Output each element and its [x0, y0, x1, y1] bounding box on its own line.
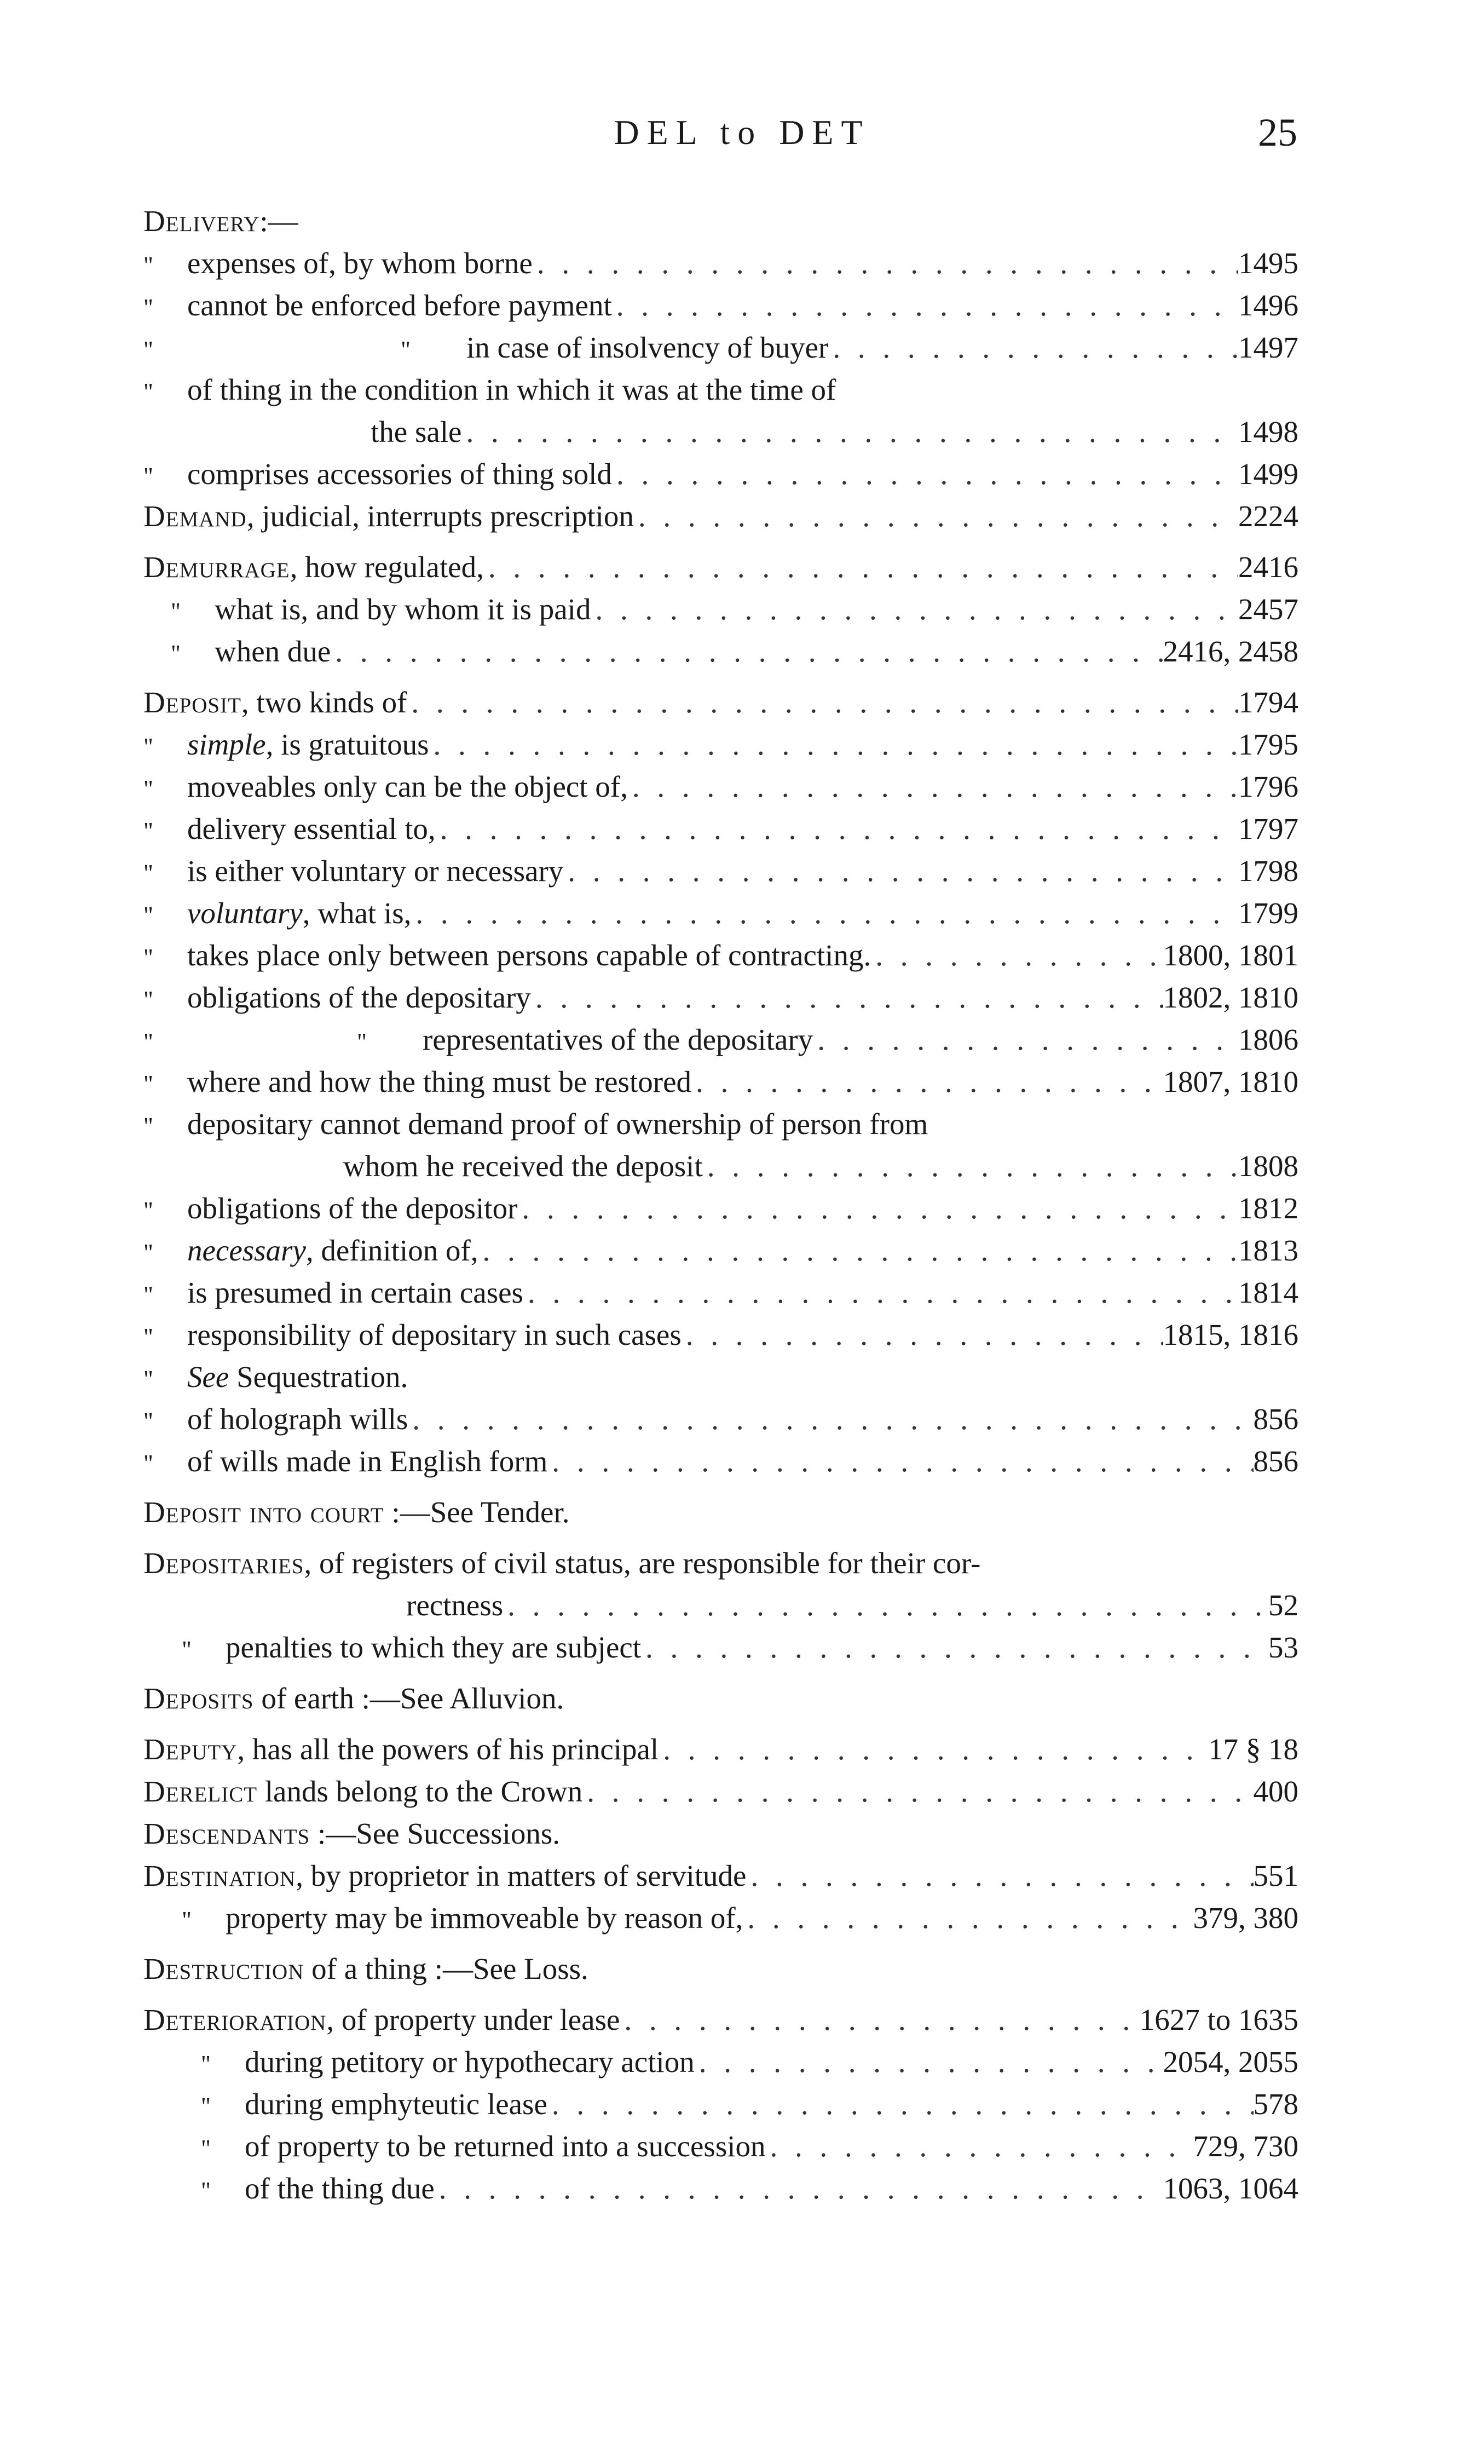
article-reference: 2416, 2458: [1163, 635, 1298, 668]
index-entry: [143, 200, 1298, 242]
ditto-mark: ": [143, 902, 153, 929]
index-entry: [143, 495, 1298, 537]
entry-heading: Demand: [143, 499, 247, 533]
page-header: [0, 107, 1484, 167]
index-entry: [143, 2167, 1298, 2209]
dot-leader: [591, 588, 1238, 630]
entry-heading: Deterioration: [143, 2003, 327, 2036]
index-entry: [143, 2041, 1298, 2083]
dot-leader: [695, 2041, 1163, 2083]
ditto-mark: ": [143, 860, 153, 886]
inner-ditto-mark: ": [401, 336, 411, 363]
ditto-mark: ": [143, 378, 153, 405]
index-entry: [143, 1677, 1298, 1719]
ditto-mark: ": [143, 986, 153, 1013]
index-entry: [143, 1018, 1298, 1061]
entry-text: of wills made in English form: [187, 1444, 548, 1478]
entry-text: , definition of,: [305, 1234, 478, 1267]
index-entry: [143, 453, 1298, 495]
dot-leader: [407, 681, 1238, 723]
article-reference: 17 § 18: [1208, 1732, 1298, 1766]
entry-text: obligations of the depositor: [187, 1191, 518, 1225]
running-title: DEL to DET: [614, 113, 870, 152]
index-entry: [143, 1145, 1298, 1187]
dot-leader: [641, 1626, 1268, 1668]
index-entry: [143, 1229, 1298, 1271]
ditto-mark: ": [171, 640, 181, 667]
ditto-mark: ": [182, 1636, 192, 1663]
ditto-mark: ": [201, 2135, 211, 2162]
dot-leader: [582, 1770, 1253, 1812]
dot-leader: [408, 1398, 1253, 1440]
entry-heading: Destruction: [143, 1952, 304, 1985]
ditto-mark: ": [143, 1197, 153, 1224]
article-reference: 1063, 1064: [1163, 2172, 1298, 2205]
index-entry: [143, 546, 1298, 588]
ditto-mark: ": [143, 1366, 153, 1392]
entry-heading: Deposit: [143, 686, 241, 719]
entry-text: , what is,: [302, 896, 412, 930]
ditto-mark: ": [182, 1907, 192, 1933]
entry-text: :—: [259, 204, 298, 238]
article-reference: 1798: [1238, 854, 1298, 888]
index-entry: [143, 850, 1298, 892]
dot-leader: [484, 546, 1238, 588]
article-reference: 1814: [1238, 1276, 1298, 1309]
entry-italic-term: See: [187, 1360, 229, 1394]
index-entry: [143, 326, 1298, 369]
dot-leader: [612, 453, 1238, 495]
index-entry: [143, 1271, 1298, 1314]
entry-text: representatives of the depositary: [423, 1023, 813, 1056]
ditto-mark: ": [201, 2177, 211, 2204]
entry-text: the sale: [371, 415, 462, 448]
dot-leader: [531, 976, 1163, 1018]
entry-heading: Delivery: [143, 204, 260, 238]
entry-heading: Deposits: [143, 1682, 254, 1715]
article-reference: 551: [1253, 1859, 1298, 1892]
entry-heading: Depositaries: [143, 1546, 304, 1580]
dot-leader: [533, 242, 1238, 284]
entry-text: lands belong to the Crown: [257, 1775, 583, 1808]
article-reference: 729, 730: [1193, 2129, 1298, 2163]
entry-text: when due: [215, 635, 331, 668]
dot-leader: [743, 1897, 1193, 1939]
index-entry: [143, 630, 1298, 672]
dot-leader: [703, 1145, 1238, 1187]
index-entries: [143, 200, 1298, 2209]
entry-text: rectness: [406, 1588, 504, 1622]
article-reference: 52: [1268, 1588, 1298, 1622]
entry-text: what is, and by whom it is paid: [215, 592, 591, 626]
ditto-mark: ": [143, 818, 153, 844]
dot-leader: [429, 723, 1238, 765]
article-reference: 1813: [1238, 1234, 1298, 1267]
index-entry: [143, 892, 1298, 934]
dot-leader: [331, 630, 1163, 672]
article-reference: 1800, 1801: [1163, 939, 1298, 972]
entry-heading: Descendants: [143, 1817, 310, 1850]
index-entry: [143, 1491, 1298, 1533]
index-entry: [143, 1542, 1298, 1584]
ditto-mark: ": [143, 1450, 153, 1477]
dot-leader: [766, 2125, 1193, 2167]
article-reference: 1806: [1238, 1023, 1298, 1056]
entry-text: of property to be returned into a succession: [245, 2129, 766, 2163]
article-reference: 2457: [1238, 592, 1298, 626]
article-reference: 53: [1268, 1631, 1298, 1664]
article-reference: 2224: [1238, 499, 1298, 533]
entry-heading: Deposit into court: [143, 1495, 384, 1529]
article-reference: 379, 380: [1193, 1901, 1298, 1935]
ditto-mark: ": [201, 2051, 211, 2077]
index-entry: [143, 976, 1298, 1018]
index-entry: [143, 1440, 1298, 1482]
index-entry: [143, 1626, 1298, 1668]
index-entry: [143, 284, 1298, 326]
entry-text: takes place only between persons capable of contracting.: [187, 939, 871, 972]
entry-text: Sequestration.: [229, 1360, 408, 1394]
entry-text: in case of insolvency of buyer: [466, 331, 829, 364]
entry-text: where and how the thing must be restored: [187, 1065, 692, 1098]
dot-leader: [503, 1584, 1268, 1626]
dot-leader: [411, 892, 1238, 934]
entry-text: :—See Tender.: [384, 1495, 570, 1529]
index-entry: [143, 1103, 1298, 1145]
article-reference: 1802, 1810: [1163, 981, 1298, 1014]
dot-leader: [478, 1229, 1238, 1271]
ditto-mark: ": [143, 1070, 153, 1097]
entry-italic-term: simple: [187, 728, 266, 761]
index-entry: [143, 1948, 1298, 1990]
dot-leader: [682, 1314, 1163, 1356]
ditto-mark: ": [143, 944, 153, 971]
entry-text: depositary cannot demand proof of ownership of person from: [187, 1107, 928, 1141]
entry-text: whom he received the deposit: [343, 1149, 703, 1183]
entry-text: , has all the powers of his principal: [237, 1732, 659, 1766]
index-entry: [143, 1999, 1298, 2041]
index-entry: [143, 681, 1298, 723]
article-reference: 1498: [1238, 415, 1298, 448]
ditto-mark: ": [171, 598, 181, 625]
dot-leader: [523, 1271, 1238, 1314]
article-reference: 856: [1253, 1402, 1298, 1436]
article-reference: 2416: [1238, 550, 1298, 584]
article-reference: 1627 to 1635: [1139, 2003, 1298, 2036]
ditto-mark: ": [143, 1239, 153, 1266]
dot-leader: [461, 411, 1238, 453]
index-entry: [143, 1314, 1298, 1356]
index-entry: [143, 1897, 1298, 1939]
ditto-mark: ": [143, 294, 153, 321]
article-reference: 1794: [1238, 686, 1298, 719]
entry-text: penalties to which they are subject: [226, 1631, 642, 1664]
article-reference: 400: [1253, 1775, 1298, 1808]
ditto-mark: ": [143, 336, 153, 363]
entry-italic-term: voluntary: [187, 896, 303, 930]
dot-leader: [813, 1018, 1238, 1061]
entry-text: obligations of the depositary: [187, 981, 531, 1014]
dot-leader: [691, 1061, 1163, 1103]
dot-leader: [547, 2083, 1254, 2125]
entry-text: moveables only can be the object of,: [187, 770, 628, 803]
entry-text: :—See Successions.: [310, 1817, 561, 1850]
index-entry: [143, 1584, 1298, 1626]
dot-leader: [620, 1999, 1139, 2041]
inner-ditto-mark: ": [357, 1028, 367, 1055]
dot-leader: [435, 2167, 1163, 2209]
article-reference: 1795: [1238, 728, 1298, 761]
index-entry: [143, 1855, 1298, 1897]
dot-leader: [659, 1728, 1208, 1770]
ditto-mark: ": [143, 1028, 153, 1055]
article-reference: 1495: [1238, 246, 1298, 280]
index-entry: [143, 588, 1298, 630]
entry-text: , is gratuitous: [265, 728, 429, 761]
index-entry: [143, 2083, 1298, 2125]
article-reference: 2054, 2055: [1163, 2045, 1298, 2079]
entry-text: , of property under lease: [326, 2003, 620, 2036]
index-entry: [143, 1770, 1298, 1812]
entry-text: , two kinds of: [241, 686, 407, 719]
index-entry: [143, 934, 1298, 976]
ditto-mark: ": [143, 733, 153, 760]
index-entry: [143, 1398, 1298, 1440]
entry-text: during petitory or hypothecary action: [245, 2045, 695, 2079]
dot-leader: [612, 284, 1238, 326]
article-reference: 1815, 1816: [1163, 1318, 1298, 1351]
article-reference: 1796: [1238, 770, 1298, 803]
entry-text: is either voluntary or necessary: [187, 854, 564, 888]
entry-text: responsibility of depositary in such cases: [187, 1318, 682, 1351]
entry-heading: Derelict: [143, 1775, 258, 1808]
dot-leader: [746, 1855, 1253, 1897]
entry-text: , by proprietor in matters of servitude: [296, 1859, 747, 1892]
article-reference: 1497: [1238, 331, 1298, 364]
article-reference: 1807, 1810: [1163, 1065, 1298, 1098]
entry-text: property may be immoveable by reason of,: [226, 1901, 743, 1935]
dot-leader: [563, 850, 1238, 892]
index-entry: [143, 765, 1298, 808]
entry-heading: Deputy: [143, 1732, 238, 1766]
entry-text: of earth :—See Alluvion.: [253, 1682, 564, 1715]
article-reference: 1812: [1238, 1191, 1298, 1225]
dot-leader: [547, 1440, 1253, 1482]
index-entry: [143, 1061, 1298, 1103]
entry-heading: Demurrage: [143, 550, 290, 584]
index-entry: [143, 1728, 1298, 1770]
entry-text: , judicial, interrupts prescription: [246, 499, 634, 533]
dot-leader: [871, 934, 1163, 976]
ditto-mark: ": [143, 1281, 153, 1308]
article-reference: 856: [1253, 1444, 1298, 1478]
page-number: 25: [1258, 111, 1297, 154]
index-entry: [143, 1812, 1298, 1855]
entry-text: is presumed in certain cases: [187, 1276, 523, 1309]
index-entry: [143, 808, 1298, 850]
index-entry: [143, 1187, 1298, 1229]
entry-text: comprises accessories of thing sold: [187, 457, 612, 491]
dot-leader: [628, 765, 1238, 808]
index-entry: [143, 723, 1298, 765]
ditto-mark: ": [143, 1323, 153, 1350]
entry-text: of the thing due: [245, 2172, 435, 2205]
ditto-mark: ": [143, 1113, 153, 1139]
entry-text: delivery essential to,: [187, 812, 436, 845]
entry-heading: Destination: [143, 1859, 296, 1892]
article-reference: 1797: [1238, 812, 1298, 845]
article-reference: 1799: [1238, 896, 1298, 930]
entry-text: during emphyteutic lease: [245, 2087, 547, 2121]
ditto-mark: ": [143, 252, 153, 279]
ditto-mark: ": [201, 2093, 211, 2120]
dot-leader: [828, 326, 1238, 369]
ditto-mark: ": [143, 775, 153, 802]
entry-text: of holograph wills: [187, 1402, 408, 1436]
dot-leader: [634, 495, 1238, 537]
entry-text: , how regulated,: [290, 550, 484, 584]
ditto-mark: ": [143, 1408, 153, 1435]
article-reference: 1496: [1238, 289, 1298, 322]
index-entry: [143, 1356, 1298, 1398]
index-entry: [143, 2125, 1298, 2167]
index-entry: [143, 369, 1298, 411]
dot-leader: [517, 1187, 1238, 1229]
entry-text: of a thing :—See Loss.: [304, 1952, 588, 1985]
entry-text: , of registers of civil status, are responsible for their cor-: [304, 1546, 981, 1580]
article-reference: 1499: [1238, 457, 1298, 491]
index-entry: [143, 242, 1298, 284]
entry-text: expenses of, by whom borne: [187, 246, 533, 280]
index-entry: [143, 411, 1298, 453]
article-reference: 1808: [1238, 1149, 1298, 1183]
entry-text: cannot be enforced before payment: [187, 289, 612, 322]
entry-italic-term: necessary: [187, 1234, 306, 1267]
entry-text: of thing in the condition in which it was at the time of: [187, 373, 836, 406]
article-reference: 578: [1253, 2087, 1298, 2121]
ditto-mark: ": [143, 463, 153, 490]
dot-leader: [436, 808, 1238, 850]
